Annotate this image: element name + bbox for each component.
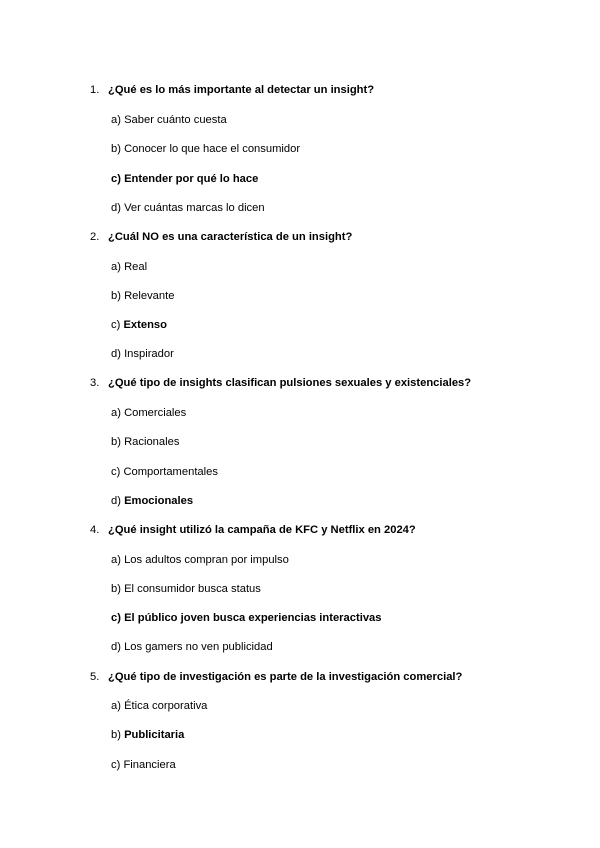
option-prefix: c) [111, 173, 121, 185]
option-prefix: b) [111, 583, 121, 595]
option-text: El consumidor busca status [124, 583, 261, 595]
option-text: El público joven busca experiencias interactivas [124, 612, 382, 624]
option-prefix: c) [111, 612, 121, 624]
option-text: Racionales [124, 436, 180, 448]
answer-option [111, 700, 207, 712]
option-text: Emocionales [124, 495, 194, 507]
option-text: Los adultos compran por impulso [124, 554, 289, 566]
option-text: Ver cuántas marcas lo dicen [124, 202, 265, 214]
answer-option [111, 759, 176, 771]
option-text: Los gamers no ven publicidad [124, 641, 273, 653]
question-3 [90, 377, 471, 389]
option-prefix: b) [111, 143, 121, 155]
question-number: 1. [90, 84, 100, 96]
answer-option [111, 554, 289, 566]
question-4 [90, 524, 416, 536]
answer-option [111, 261, 147, 273]
question-text: ¿Cuál NO es una característica de un insight? [108, 231, 353, 243]
option-prefix: a) [111, 407, 121, 419]
answer-option-correct [111, 173, 258, 185]
answer-option [111, 290, 174, 302]
option-text: Comportamentales [123, 466, 218, 478]
option-text: Conocer lo que hace el consumidor [124, 143, 301, 155]
answer-option [111, 114, 227, 126]
question-1 [90, 84, 374, 96]
question-text: ¿Qué tipo de investigación es parte de la investigación comercial? [108, 671, 463, 683]
question-number: 4. [90, 524, 100, 536]
option-text: Saber cuánto cuesta [124, 114, 227, 126]
option-prefix: b) [111, 290, 121, 302]
option-prefix: a) [111, 114, 121, 126]
option-prefix: d) [111, 495, 121, 507]
option-prefix: d) [111, 641, 121, 653]
question-text: ¿Qué tipo de insights clasifican pulsiones sexuales y existenciales? [108, 377, 472, 389]
option-text: Publicitaria [124, 729, 185, 741]
answer-option [111, 641, 273, 653]
question-5 [90, 671, 462, 683]
option-prefix: a) [111, 554, 121, 566]
option-text: Inspirador [124, 348, 174, 360]
question-text: ¿Qué es lo más importante al detectar un insight? [108, 84, 375, 96]
answer-option [111, 466, 218, 478]
option-prefix: c) [111, 319, 121, 331]
answer-option-correct [111, 612, 381, 624]
option-text: Extenso [123, 319, 167, 331]
answer-option [111, 143, 300, 155]
option-prefix: d) [111, 202, 121, 214]
option-prefix: a) [111, 261, 121, 273]
option-prefix: c) [111, 466, 121, 478]
question-2 [90, 231, 352, 243]
option-text: Entender por qué lo hace [124, 173, 259, 185]
option-text: Real [124, 261, 148, 273]
question-text: ¿Qué insight utilizó la campaña de KFC y Netflix en 2024? [108, 524, 416, 536]
answer-option [111, 407, 186, 419]
option-prefix: c) [111, 759, 121, 771]
answer-option-correct [111, 495, 193, 507]
option-prefix: b) [111, 436, 121, 448]
answer-option-correct [111, 729, 184, 741]
question-number: 2. [90, 231, 100, 243]
answer-option [111, 202, 265, 214]
question-number: 5. [90, 671, 100, 683]
answer-option [111, 348, 174, 360]
answer-option [111, 583, 261, 595]
option-text: Financiera [123, 759, 176, 771]
answer-option [111, 436, 179, 448]
option-prefix: d) [111, 348, 121, 360]
option-text: Ética corporativa [124, 700, 208, 712]
option-prefix: a) [111, 700, 121, 712]
answer-option-correct [111, 319, 167, 331]
option-text: Comerciales [124, 407, 187, 419]
question-number: 3. [90, 377, 100, 389]
option-prefix: b) [111, 729, 121, 741]
option-text: Relevante [124, 290, 175, 302]
